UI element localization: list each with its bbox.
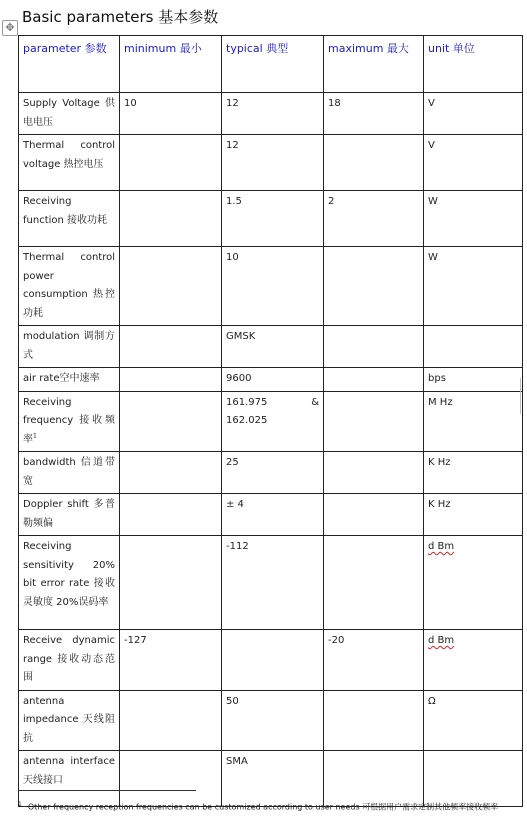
cell-parameter: Receiving sensitivity 20% bit error rate 接收灵敏度 20%误码率 [19,536,120,630]
cell-unit: M Hz [424,391,523,452]
cell-typical: 50 [222,690,324,751]
cell-typical: 12 [222,93,324,135]
cell-minimum: 10 [120,93,222,135]
cell-parameter: Supply Voltage 供电电压 [19,93,120,135]
cell-minimum [120,247,222,326]
table-row [19,326,523,368]
cell-unit: W [424,191,523,247]
cell-maximum [324,494,424,536]
cell-maximum [324,368,424,392]
cell-unit: V [424,93,523,135]
table-row [19,690,523,751]
footnote-text: Other frequency reception frequencies can be customized according to user needs 可根据用户需求定制其他频率接收频率 [27,802,499,812]
cell-unit [424,326,523,368]
cell-unit [424,630,523,691]
header-typical: typical 典型 [222,36,324,93]
section-title: Basic parameters 基本参数 [22,8,219,26]
cell-unit-text: d Bm [428,541,455,552]
cell-maximum [324,391,424,452]
cell-parameter: Thermal control power consumption 热控功耗 [19,247,120,326]
cell-parameter: bandwidth 信道带宽 [19,452,120,494]
table-move-handle-icon[interactable]: ✥ [2,20,18,36]
cell-unit [424,536,523,630]
header-maximum: maximum 最大 [324,36,424,93]
cell-parameter: Thermal control voltage 热控电压 [19,135,120,191]
cell-parameter: Receive dynamic range 接收动态范围 [19,630,120,691]
cell-typical [222,630,324,691]
cell-unit: W [424,247,523,326]
cell-typical: -112 [222,536,324,630]
cell-minimum: -127 [120,630,222,691]
table-row [19,391,523,452]
footnote [18,799,518,814]
cell-minimum [120,191,222,247]
cell-maximum [324,536,424,630]
header-parameter: parameter 参数 [19,36,120,93]
cell-maximum [324,135,424,191]
table-row [19,135,523,191]
cell-parameter [19,391,120,452]
cell-unit: K Hz [424,494,523,536]
cell-unit: K Hz [424,452,523,494]
header-minimum: minimum 最小 [120,36,222,93]
footnote-marker: 1 [18,801,22,808]
cell-typical: GMSK [222,326,324,368]
cell-minimum [120,452,222,494]
cell-minimum [120,135,222,191]
parameters-table [18,35,523,807]
cell-maximum [324,690,424,751]
row-resize-marker [520,378,521,414]
cell-unit-text: d Bm [428,635,455,646]
header-unit: unit 单位 [424,36,523,93]
cell-maximum [324,326,424,368]
cell-typical: 10 [222,247,324,326]
table-row [19,247,523,326]
cell-maximum [324,247,424,326]
cell-typical: 25 [222,452,324,494]
cell-typical: SMA [222,751,324,807]
cell-minimum [120,391,222,452]
cell-parameter: Doppler shift 多普勒频偏 [19,494,120,536]
cell-minimum [120,368,222,392]
table-row [19,191,523,247]
cell-typical: 12 [222,135,324,191]
cell-parameter: modulation 调制方式 [19,326,120,368]
cell-maximum: -20 [324,630,424,691]
cell-parameter-text: Receiving frequency 接收频率 [23,396,115,445]
cell-minimum [120,536,222,630]
table-header-row [19,36,523,93]
cell-parameter: antenna interface 天线接口 [19,751,120,807]
cell-parameter: air rate空中速率 [19,368,120,392]
cell-minimum [120,494,222,536]
footnote-separator [18,790,196,791]
table-row [19,536,523,630]
cell-typical: ± 4 [222,494,324,536]
footnote-reference[interactable]: 1 [33,432,37,440]
cell-unit: V [424,135,523,191]
table-row [19,452,523,494]
table-row [19,494,523,536]
cell-minimum [120,326,222,368]
cell-typical: 161.975 & 162.025 [222,391,324,452]
cell-maximum: 18 [324,93,424,135]
cell-parameter: antenna impedance 天线阻抗 [19,690,120,751]
table-row [19,93,523,135]
cell-maximum [324,452,424,494]
cell-typical: 1.5 [222,191,324,247]
cell-maximum: 2 [324,191,424,247]
cell-minimum [120,690,222,751]
table-row [19,368,523,392]
cell-unit: bps [424,368,523,392]
cell-unit: Ω [424,690,523,751]
cell-typical: 9600 [222,368,324,392]
cell-parameter: Receiving function 接收功耗 [19,191,120,247]
table-row [19,630,523,691]
